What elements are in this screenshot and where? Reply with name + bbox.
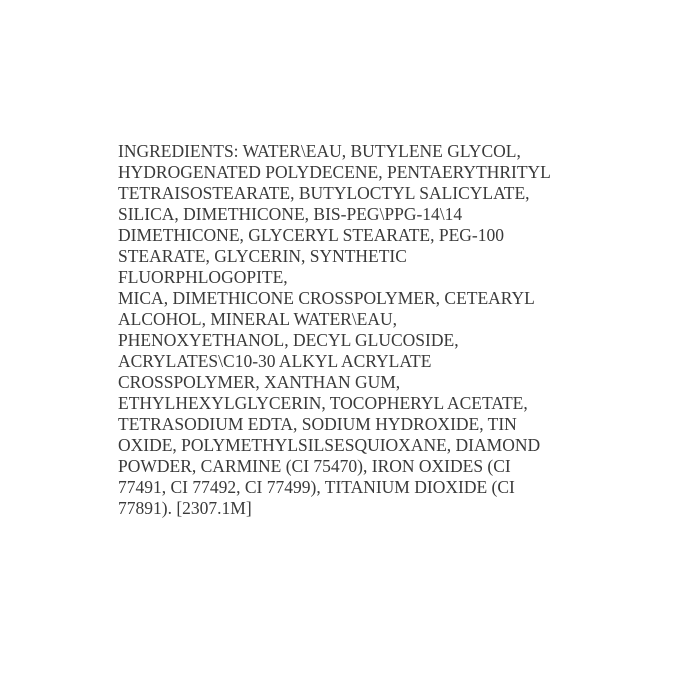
ingredients-text-block — [118, 141, 593, 519]
ingredients-line: TETRAISOSTEARATE, BUTYLOCTYL SALICYLATE, — [118, 183, 530, 203]
ingredients-line: MICA, DIMETHICONE CROSSPOLYMER, CETEARYL — [118, 288, 535, 308]
ingredients-line: PHENOXYETHANOL, DECYL GLUCOSIDE, — [118, 330, 459, 350]
ingredients-line: FLUORPHLOGOPITE, — [118, 267, 288, 287]
ingredients-line: 77491, CI 77492, CI 77499), TITANIUM DIOXIDE (CI — [118, 477, 515, 497]
ingredients-line: POWDER, CARMINE (CI 75470), IRON OXIDES (CI — [118, 456, 511, 476]
ingredients-line: CROSSPOLYMER, XANTHAN GUM, — [118, 372, 401, 392]
ingredients-line: TETRASODIUM EDTA, SODIUM HYDROXIDE, TIN — [118, 414, 517, 434]
ingredients-line: HYDROGENATED POLYDECENE, PENTAERYTHRITYL — [118, 162, 551, 182]
ingredients-line: ACRYLATES\C10-30 ALKYL ACRYLATE — [118, 351, 432, 371]
ingredients-line: 77891). [2307.1M] — [118, 498, 252, 518]
ingredients-line: ALCOHOL, MINERAL WATER\EAU, — [118, 309, 398, 329]
ingredients-line: STEARATE, GLYCERIN, SYNTHETIC — [118, 246, 407, 266]
ingredients-line: OXIDE, POLYMETHYLSILSESQUIOXANE, DIAMOND — [118, 435, 541, 455]
ingredients-line: DIMETHICONE, GLYCERYL STEARATE, PEG-100 — [118, 225, 504, 245]
ingredients-line: SILICA, DIMETHICONE, BIS-PEG\PPG-14\14 — [118, 204, 463, 224]
ingredients-line: INGREDIENTS: WATER\EAU, BUTYLENE GLYCOL, — [118, 141, 521, 161]
ingredients-line: ETHYLHEXYLGLYCERIN, TOCOPHERYL ACETATE, — [118, 393, 528, 413]
